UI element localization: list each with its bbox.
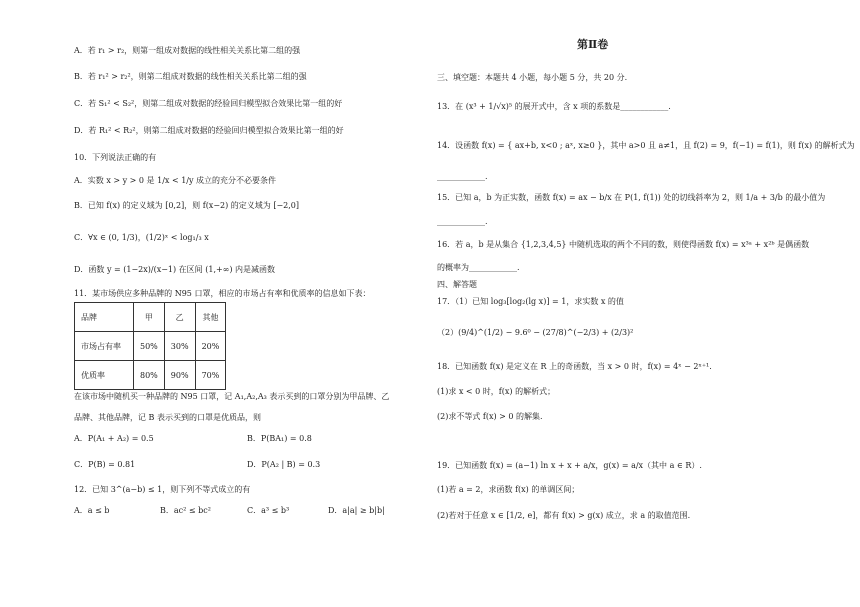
table-header-row — [75, 303, 226, 332]
table-row — [75, 332, 226, 361]
q19-part2: (2)若对于任意 x ∈ [1/2, e]，都有 f(x) > g(x) 成立，求 a 的取值范围. — [437, 511, 691, 520]
section-title: 第Ⅱ卷 — [577, 38, 609, 51]
q15-line2: ____________. — [437, 217, 488, 226]
q10-option-d: D．函数 y = (1−2x)/(x−1) 在区间 (1,+∞) 内是减函数 — [74, 265, 276, 274]
q10-stem: 10．下列说法正确的有 — [74, 153, 157, 162]
q10-option-b: B．已知 f(x) 的定义域为 [0,2]，则 f(x−2) 的定义域为 [−2,0] — [74, 201, 299, 210]
table-cell: 其他 — [195, 303, 226, 332]
table-cell: 70% — [195, 361, 226, 390]
q16-line1: 16．若 a，b 是从集合 {1,2,3,4,5} 中随机选取的两个不同的数，则使得函数 f(x) = x³ᵃ + x²ᵇ 是偶函数 — [437, 240, 810, 249]
table-cell: 80% — [134, 361, 165, 390]
q11-option-a: A．P(A₁ + A₂) = 0.5 — [74, 434, 154, 443]
q18-part1: (1)求 x < 0 时，f(x) 的解析式； — [437, 387, 556, 396]
q11-table — [74, 302, 226, 390]
q11-text-line2: 品牌、其他品牌，记 B 表示买到的口罩是优质品，则 — [74, 413, 261, 422]
q17-line1: 17．（1）已知 log₃[log₂(lg x)] = 1，求实数 x 的值 — [437, 297, 624, 306]
q19-stem: 19．已知函数 f(x) = (a−1) ln x + x + a/x，g(x) = a/x（其中 a ∈ R）. — [437, 461, 702, 470]
q9-option-a: A．若 r₁ > r₂，则第一组成对数据的线性相关关系比第二组的强 — [74, 46, 301, 55]
table-row — [75, 361, 226, 390]
table-cell: 90% — [164, 361, 195, 390]
q19-part1: (1)若 a = 2，求函数 f(x) 的单调区间； — [437, 485, 580, 494]
table-cell: 市场占有率 — [75, 332, 134, 361]
table-cell: 优质率 — [75, 361, 134, 390]
q9-option-c: C．若 S₁² < S₂²，则第二组成对数据的经验回归模型拟合效果比第一组的好 — [74, 99, 343, 108]
table-cell: 30% — [164, 332, 195, 361]
q12-option-a: A．a ≤ b — [74, 506, 110, 515]
q11-option-c: C．P(B) = 0.81 — [74, 460, 136, 469]
q18-part2: (2)求不等式 f(x) > 0 的解集. — [437, 412, 543, 421]
q9-option-b: B．若 r₁² > r₂²，则第二组成对数据的线性相关关系比第二组的强 — [74, 72, 307, 81]
q12-stem: 12．已知 3^(a−b) ≤ 1，则下列不等式成立的有 — [74, 485, 251, 494]
q11-option-b: B．P(BA₁) = 0.8 — [247, 434, 312, 443]
table-cell: 20% — [195, 332, 226, 361]
q11-option-d: D．P(A₂ | B) = 0.3 — [247, 460, 321, 469]
q11-text-line1: 在该市场中随机买一种品牌的 N95 口罩，记 A₁,A₂,A₃ 表示买到的口罩分别为甲品牌、乙 — [74, 392, 390, 401]
section3-intro: 三、填空题：本题共 4 小题，每小题 5 分，共 20 分. — [437, 73, 628, 82]
q14-line1: 14．设函数 f(x) = { ax+b, x<0 ; aˣ, x≥0 }，其中 a>0 且 a≠1，且 f(2) = 9，f(−1) = f(1)，则 f(x) 的解析式为 — [437, 141, 855, 150]
q13: 13．在 (x³ + 1/√x)⁵ 的展开式中，含 x 项的系数是____________. — [437, 102, 671, 111]
q17-line2: （2）(9/4)^(1/2) − 9.6⁰ − (27/8)^(−2/3) + (2/3)² — [437, 328, 634, 337]
q11-stem: 11．某市场供应多种品牌的 N95 口罩，相应的市场占有率和优质率的信息如下表： — [74, 289, 371, 298]
q12-option-c: C．a³ ≤ b³ — [247, 506, 290, 515]
q16-line2: 的概率为____________. — [437, 263, 520, 272]
table-cell: 50% — [134, 332, 165, 361]
q14-line2: ____________. — [437, 172, 488, 181]
q12-option-b: B．ac² ≤ bc² — [160, 506, 211, 515]
q12-option-d: D．a|a| ≥ b|b| — [328, 506, 385, 515]
q9-option-d: D．若 R₁² < R₂²，则第二组成对数据的经验回归模型拟合效果比第一组的好 — [74, 126, 344, 135]
table-cell: 乙 — [164, 303, 195, 332]
table-cell: 甲 — [134, 303, 165, 332]
q18-stem: 18．已知函数 f(x) 是定义在 R 上的奇函数，当 x > 0 时，f(x) = 4ˣ − 2ˣ⁺¹. — [437, 362, 712, 371]
table-cell: 品牌 — [75, 303, 134, 332]
q10-option-a: A．实数 x > y > 0 是 1/x < 1/y 成立的充分不必要条件 — [74, 176, 277, 185]
q15-line1: 15．已知 a，b 为正实数，函数 f(x) = ax − b/x 在 P(1, f(1)) 处的切线斜率为 2，则 1/a + 3/b 的最小值为 — [437, 193, 826, 202]
section4-intro: 四、解答题 — [437, 280, 477, 289]
q10-option-c: C．∀x ∈ (0, 1/3)，(1/2)ˣ < log₁/₃ x — [74, 233, 209, 242]
